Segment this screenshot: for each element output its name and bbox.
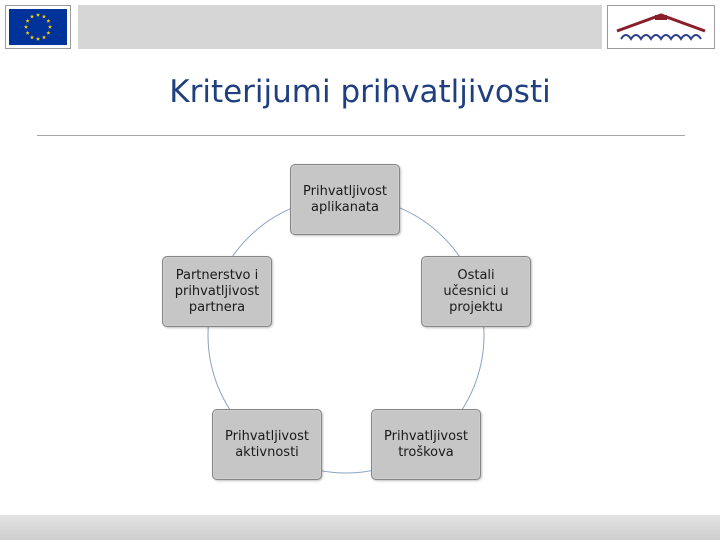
cycle-node-costs xyxy=(371,409,481,480)
page-title: Kriterijumi prihvatljivosti xyxy=(169,74,551,110)
cycle-node-other-participants xyxy=(421,256,531,327)
node-label: Prihvatljivost troškova xyxy=(384,428,468,460)
cycle-node-partnership xyxy=(162,256,272,327)
node-label: Partnerstvo i prihvatljivost partnera xyxy=(174,267,260,315)
cycle-node-applicants xyxy=(290,164,400,235)
cycle-node-activities xyxy=(212,409,322,480)
footer-band xyxy=(0,515,720,540)
node-label: Prihvatljivost aktivnosti xyxy=(225,428,309,460)
node-label: Ostali učesnici u projektu xyxy=(443,267,509,315)
node-label: Prihvatljivost aplikanata xyxy=(303,183,387,215)
